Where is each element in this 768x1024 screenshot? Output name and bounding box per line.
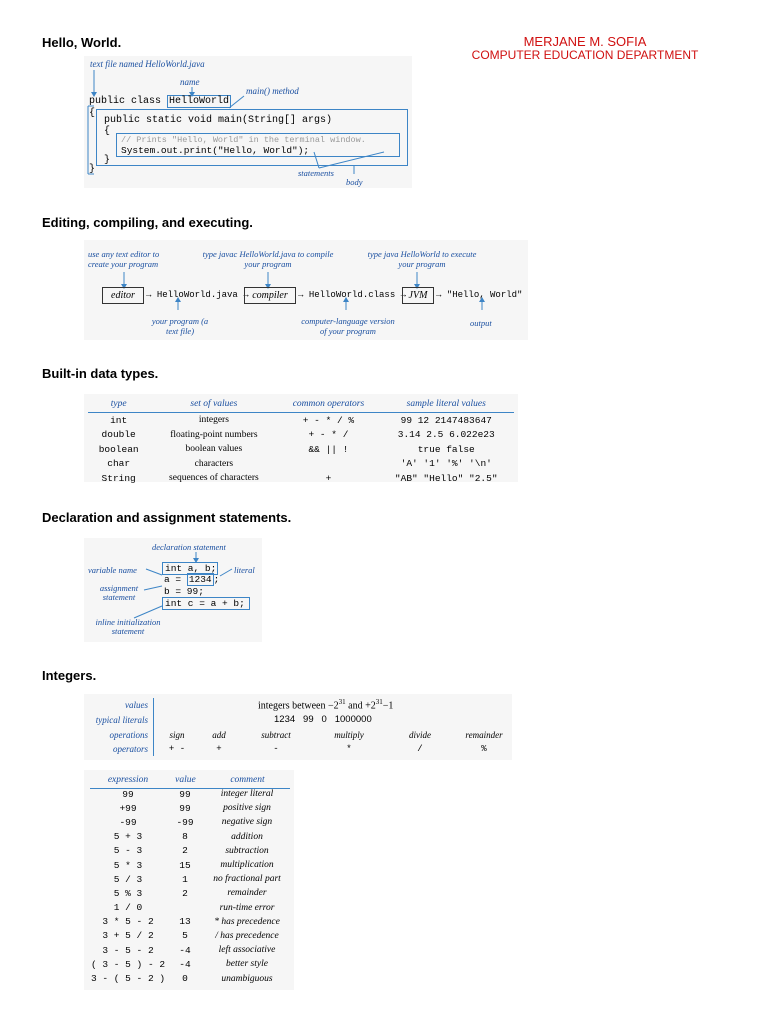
ops-cell <box>278 457 378 472</box>
table-row <box>90 971 290 985</box>
op-subtract: subtract <box>261 730 291 740</box>
types-table <box>88 396 514 486</box>
comment-cell: integer literal <box>220 789 274 800</box>
integers-divider <box>153 698 154 756</box>
comment-cell: remainder <box>227 888 267 899</box>
label-literal: literal <box>234 565 255 575</box>
note-bytecode: computer-language version of your program <box>301 316 395 336</box>
jvm-box: JVM <box>402 287 434 304</box>
table-row <box>90 886 290 900</box>
opr-add: + <box>216 744 222 754</box>
expression-cell: +99 <box>119 802 137 814</box>
expression-cell: 1 / 0 <box>113 902 143 914</box>
op-multiply: multiply <box>334 730 364 740</box>
value-cell: -4 <box>179 944 191 956</box>
expression-cell: 99 <box>122 788 134 800</box>
value-cell: 5 <box>182 930 188 942</box>
expression-cell: 3 * 5 - 2 <box>102 916 154 928</box>
ops-cell: + - * / % <box>302 414 355 426</box>
comment-cell: better style <box>226 959 268 970</box>
ops-cell: + - * / <box>308 429 349 441</box>
decl-code-4: int c = a + b; <box>162 597 250 610</box>
types-header: common operators <box>278 396 378 413</box>
table-row <box>90 901 290 915</box>
code-line-main: public static void main(String[] args) <box>104 115 333 126</box>
values-cell: sequences of characters <box>169 473 259 484</box>
table-row <box>90 858 290 872</box>
comment-cell: run-time error <box>219 902 275 913</box>
table-row <box>90 815 290 829</box>
section-heading-integers: Integers. <box>42 668 97 683</box>
expression-cell: -99 <box>119 816 137 828</box>
compiler-box: compiler <box>244 287 296 304</box>
note-program: your program (a text file) <box>151 316 209 336</box>
opr-sign: + - <box>168 744 186 754</box>
section-heading-editing: Editing, compiling, and executing. <box>42 215 253 230</box>
comment-cell: unambiguous <box>221 973 273 984</box>
expr-header: value <box>166 772 205 789</box>
op-remainder: remainder <box>465 730 503 740</box>
types-header: sample literal values <box>378 396 514 413</box>
value-cell: 2 <box>182 887 188 899</box>
label-file: text file named HelloWorld.java <box>90 59 205 69</box>
file-java: → HelloWorld.java → <box>146 290 249 300</box>
label-declaration: declaration statement <box>152 542 226 552</box>
class-name-box: HelloWorld <box>169 96 230 107</box>
code-line-brace-close: } <box>89 164 96 175</box>
expression-cell: 3 + 5 / 2 <box>102 930 154 942</box>
value-cell: 13 <box>179 916 191 928</box>
op-add: add <box>212 730 226 740</box>
expr-header: comment <box>205 772 290 789</box>
value-cell: 1 <box>182 873 188 885</box>
decl-code-1: int a, b; <box>162 562 218 575</box>
comment-cell: positive sign <box>223 803 271 814</box>
literal-cell: 'A' '1' '%' '\n' <box>400 458 492 470</box>
table-row <box>90 801 290 815</box>
values-cell: integers <box>198 415 229 426</box>
value-cell: -4 <box>179 958 191 970</box>
editor-box: editor <box>102 287 144 304</box>
label-inline: inline initialization statement <box>95 617 161 636</box>
value-cell: -99 <box>176 816 194 828</box>
comment-cell: no fractional part <box>213 874 281 885</box>
op-divide: divide <box>409 730 431 740</box>
expressions-body <box>90 787 290 986</box>
ops-cell: && || ! <box>308 443 349 455</box>
value-cell: 8 <box>182 831 188 843</box>
author-name: MERJANE M. SOFIA <box>523 34 647 49</box>
type-cell: String <box>101 472 136 484</box>
value-cell <box>166 901 204 915</box>
values-cell: floating-point numbers <box>170 429 258 440</box>
type-cell: double <box>101 429 136 441</box>
opr-remainder: % <box>481 744 487 754</box>
code-print: System.out.print("Hello, World"); <box>121 145 310 156</box>
table-row <box>90 943 290 957</box>
declaration-diagram <box>84 538 262 642</box>
type-cell: int <box>110 414 128 426</box>
comment-cell: * has precedence <box>214 916 280 927</box>
table-row <box>88 413 514 428</box>
value-cell: 15 <box>179 859 191 871</box>
literal-box: 1234 <box>188 574 212 585</box>
note-compile: type javac HelloWorld.java to compile your program <box>202 249 334 269</box>
table-row <box>90 830 290 844</box>
note-editor: use any text editor to create your program <box>88 249 160 269</box>
output-result: → "Hello, World" <box>436 290 523 300</box>
comment-cell: multiplication <box>220 860 274 871</box>
type-cell: char <box>107 458 131 470</box>
row-literals-label: typical literals <box>95 715 148 725</box>
literal-cell: true false <box>417 443 475 455</box>
types-header-row <box>88 396 514 413</box>
expression-cell: 5 - 3 <box>113 845 143 857</box>
comment-cell: subtraction <box>225 845 269 856</box>
opr-multiply: * <box>346 744 352 754</box>
expression-cell: 3 - 5 - 2 <box>102 944 154 956</box>
decl-code-2: a = 1234 ; <box>164 574 220 585</box>
types-header: set of values <box>149 396 278 413</box>
table-row <box>88 457 514 472</box>
table-row <box>90 787 290 801</box>
expression-cell: 3 - ( 5 - 2 ) <box>90 973 166 985</box>
value-cell: 0 <box>182 973 188 985</box>
section-heading-hello: Hello, World. <box>42 35 122 50</box>
expressions-panel <box>84 770 294 990</box>
label-statements: statements <box>298 168 334 178</box>
label-variable: variable name <box>88 565 137 575</box>
row-values-label: values <box>125 700 148 710</box>
literal-cell: "AB" "Hello" "2.5" <box>394 472 498 484</box>
code-comment: // Prints "Hello, World" in the terminal window. <box>121 135 366 145</box>
expr-header: expression <box>90 772 166 789</box>
values-range: integers between $-2^{31}$ and $+2^{31}-1$ <box>258 698 394 712</box>
note-output: output <box>470 318 492 328</box>
expression-cell: 5 / 3 <box>113 873 143 885</box>
row-operators-label: operators <box>112 744 148 754</box>
table-row <box>90 915 290 929</box>
opr-divide: / <box>417 744 423 754</box>
types-table-panel <box>84 394 518 482</box>
table-row <box>90 844 290 858</box>
ops-cell: + <box>325 472 332 484</box>
code-line-class: public class HelloWorld <box>89 96 230 107</box>
literal-cell: 3.14 2.5 6.022e23 <box>397 429 495 441</box>
file-class: → HelloWorld.class → <box>298 290 407 300</box>
comment-cell: negative sign <box>221 817 273 828</box>
values-cell: characters <box>194 458 234 469</box>
decl-code-3: b = 99; <box>164 586 204 597</box>
section-heading-decl: Declaration and assignment statements. <box>42 510 292 525</box>
comment-cell: left associative <box>218 945 276 956</box>
hello-world-diagram <box>84 56 412 188</box>
value-cell: 99 <box>179 802 191 814</box>
row-operations-label: operations <box>109 730 148 740</box>
types-header: type <box>88 396 149 413</box>
table-row <box>88 471 514 486</box>
label-body: body <box>346 177 363 187</box>
label-assignment: assignment statement <box>99 583 139 602</box>
expression-cell: 5 * 3 <box>113 859 143 871</box>
literal-cell: 99 12 2147483647 <box>400 414 492 426</box>
label-main: main() method <box>246 86 299 96</box>
opr-subtract: - <box>273 744 279 754</box>
code-line-brace-open: { <box>89 108 96 119</box>
table-row <box>88 442 514 457</box>
comment-cell: / has precedence <box>215 930 279 941</box>
label-name: name <box>180 77 200 87</box>
note-execute: type java HelloWorld to execute your program <box>367 249 477 269</box>
comment-cell: addition <box>231 831 263 842</box>
table-row <box>88 428 514 443</box>
table-row <box>90 929 290 943</box>
op-sign: sign <box>169 730 185 740</box>
integers-panel <box>84 694 512 760</box>
section-heading-types: Built-in data types. <box>42 366 159 381</box>
expression-cell: 5 % 3 <box>113 887 143 899</box>
literals-values: 1234 99 0 1000000 <box>274 714 372 725</box>
table-row <box>90 872 290 886</box>
value-cell: 2 <box>182 845 188 857</box>
code-line-brace-inner-close: } <box>104 155 111 166</box>
expression-cell: ( 3 - 5 ) - 2 <box>90 958 166 970</box>
department-name: COMPUTER EDUCATION DEPARTMENT <box>471 48 699 62</box>
table-row <box>90 957 290 971</box>
expression-cell: 5 + 3 <box>113 831 143 843</box>
type-cell: boolean <box>98 443 139 455</box>
compile-diagram <box>84 240 528 340</box>
values-cell: boolean values <box>185 444 243 455</box>
value-cell: 99 <box>179 788 191 800</box>
code-line-brace-inner: { <box>104 126 111 137</box>
